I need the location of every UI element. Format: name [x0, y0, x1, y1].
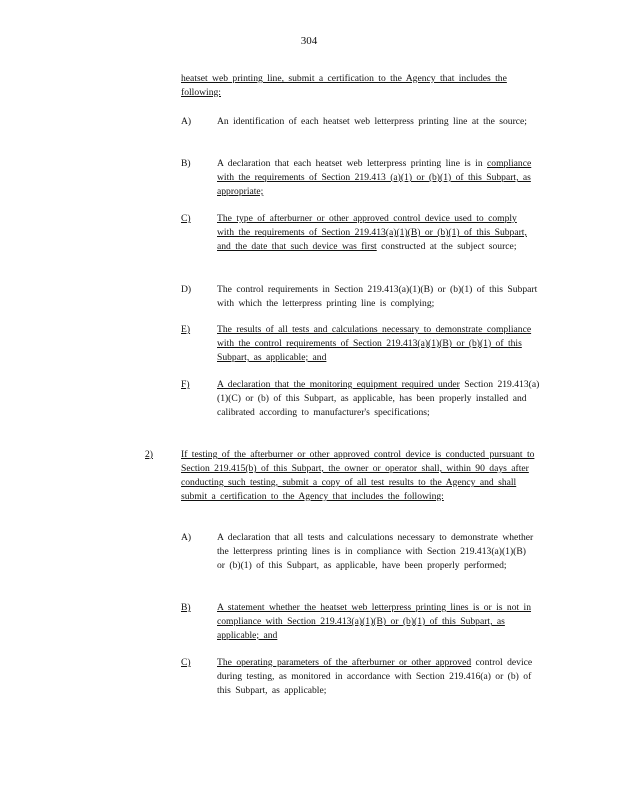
section-2-item-c-text-plain: control device during testing, as monitored in accordance with Section 219.416(a) or (b) of this Subpart, as applicable;: [217, 657, 533, 696]
section-2-item-b-text: A statement whether the heatset web letterpress printing lines is or is not in compliance with Section 219.413(a)(1)(B) or (b)(1) of this Subpart, as applicable; and: [217, 602, 532, 641]
item-d-label: D): [181, 284, 192, 295]
item-a-label: A): [181, 116, 192, 127]
item-c-text-plain: constructed at the subject source;: [381, 240, 517, 252]
item-b-text-underlined: compliance with the requirements of Section 219.413 (a)(1) or (b)(1) of this Subpart, as appropriate;: [217, 158, 532, 197]
section-2-item-c-label: C): [181, 657, 191, 668]
section-2-item-c-text: [217, 656, 542, 698]
item-b-text-plain: A declaration that each heatset web letterpress printing line is in: [217, 158, 483, 169]
section-2-text: If testing of the afterburner or other approved control device is conducted pursuant to Section 219.415(b) of this Subpart, the owner or operator shall, within 90 days after conducting such testing, submit a copy of all test results to the Agency and shall submit a certification to the Agency that includes the following:: [181, 449, 535, 502]
item-f-label: F): [181, 379, 190, 390]
item-a-text: An identification of each heatset web letterpress printing line at the source;: [217, 116, 527, 127]
item-f-text-plain: Section 219.413(a)(1)(C) or (b) of this Subpart, as applicable, has been properly installed and calibrated according to manufacturer's specifications;: [217, 379, 540, 418]
section-2-item-c-text-underlined: The operating parameters of the afterburner or other approved: [217, 657, 472, 668]
section-2-item-a-text: A declaration that all tests and calculations necessary to demonstrate whether the letterpress printing lines is in compliance with Section 219.413(a)(1)(B) or (b)(1) of this Subpart, as applicable, have been properly performed;: [217, 532, 534, 571]
section-2-item-b-label: B): [181, 602, 191, 613]
page-number: 304: [300, 35, 318, 47]
item-f-text-underlined: A declaration that the monitoring equipment required under: [217, 379, 460, 390]
section-2-label: 2): [145, 449, 153, 460]
item-b-text: [217, 157, 542, 199]
item-b-label: B): [181, 158, 191, 169]
item-c-label: C): [181, 213, 191, 224]
item-e-text: The results of all tests and calculations necessary to demonstrate compliance with the control requirements of Section 219.413(a)(1)(B) or (b)(1) of this Subpart, as applicable; and: [217, 324, 532, 363]
item-d-text: The control requirements in Section 219.413(a)(1)(B) or (b)(1) of this Subpart with which the letterpress printing line is complying;: [217, 284, 538, 309]
item-e-label: E): [181, 324, 191, 335]
intro-paragraph: heatset web printing line, submit a certification to the Agency that includes the following:: [181, 73, 507, 98]
item-c-text: [217, 212, 537, 254]
item-c-text-underlined: The type of afterburner or other approved control device used to comply with the requirements of Section 219.413(a)(1)(B) or (b)(1) of this Subpart, and the date that such device was first: [217, 213, 527, 252]
item-f-text: [217, 378, 542, 420]
section-2-item-a-label: A): [181, 532, 192, 543]
